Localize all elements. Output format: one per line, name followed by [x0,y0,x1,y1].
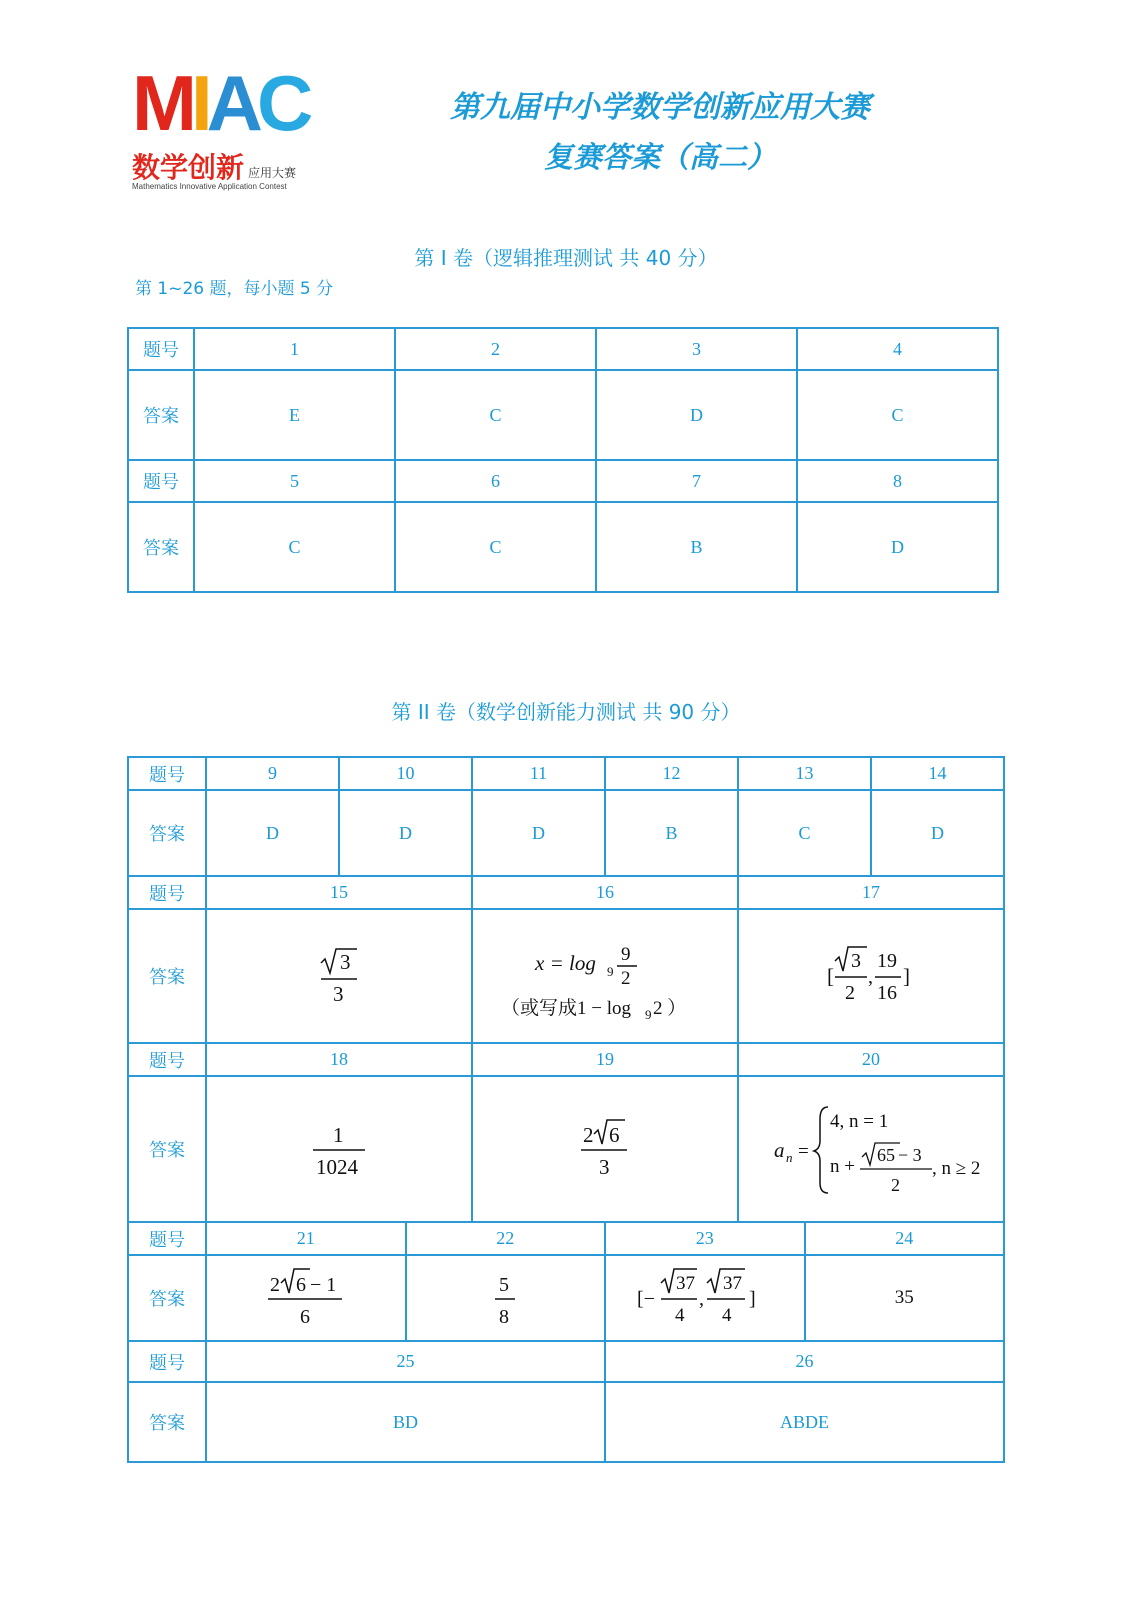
answer-cell: B [596,502,797,592]
formula-q21 [256,1263,356,1333]
answer-q24: 35 [805,1255,1005,1341]
table-row [128,1341,1004,1382]
svg-text:]: ] [748,1288,756,1310]
part1-answer-table [127,327,999,593]
answer-q18 [206,1076,472,1222]
svg-text:,: , [698,1288,704,1310]
table-row [128,1255,1004,1341]
svg-text:2: 2 [583,1123,594,1147]
svg-text:,: , [868,966,873,988]
svg-text:2: 2 [621,968,631,989]
label-answer: 答案 [128,370,194,460]
svg-text:[: [ [827,964,834,988]
answer-q16 [472,909,738,1043]
answer-cell: B [605,790,738,876]
table-row [128,909,1004,1043]
answer-q21 [206,1255,406,1341]
answer-q19 [472,1076,738,1222]
answer-cell: D [871,790,1004,876]
svg-text:4: 4 [721,1305,732,1326]
svg-text:3: 3 [340,950,351,974]
svg-text:16: 16 [877,982,897,1004]
formula-q17 [821,941,921,1011]
answer-q22 [406,1255,606,1341]
svg-text:a: a [774,1138,785,1162]
svg-text:2 ）: 2 ） [653,998,687,1019]
question-number: 18 [206,1043,472,1076]
answer-q23 [605,1255,805,1341]
table-row [128,876,1004,909]
answer-cell: C [194,502,395,592]
svg-text:− 3: − 3 [898,1145,922,1165]
table-row [128,1222,1004,1255]
question-number: 16 [472,876,738,909]
question-number: 25 [206,1341,605,1382]
answer-cell: C [395,370,596,460]
svg-text:9: 9 [621,944,631,965]
svg-text:[−: [− [636,1288,655,1310]
question-number: 21 [206,1222,406,1255]
page-title: 第九届中小学数学创新应用大赛 [450,90,870,125]
question-number: 15 [206,876,472,909]
question-number: 20 [738,1043,1004,1076]
svg-text:n: n [786,1150,793,1165]
question-number: 4 [797,328,998,370]
question-number: 7 [596,460,797,502]
question-number: 26 [605,1341,1004,1382]
svg-text:65: 65 [877,1145,895,1165]
question-number: 24 [805,1222,1005,1255]
question-number: 13 [738,757,871,790]
svg-text:9: 9 [607,964,614,979]
svg-text:9: 9 [645,1007,652,1022]
svg-text:]: ] [903,964,910,988]
answer-cell: C [738,790,871,876]
svg-text:8: 8 [499,1306,510,1328]
question-number: 3 [596,328,797,370]
label-answer: 答案 [128,1382,206,1462]
svg-text:3: 3 [333,982,344,1006]
formula-q23 [635,1263,775,1333]
svg-text:, n ≥ 2: , n ≥ 2 [932,1158,981,1179]
question-number: 19 [472,1043,738,1076]
svg-text:2: 2 [269,1274,280,1296]
question-number: 22 [406,1222,606,1255]
answer-cell: E [194,370,395,460]
question-number: 17 [738,876,1004,909]
answer-cell: BD [206,1382,605,1462]
logo [132,59,312,194]
label-answer: 答案 [128,1076,206,1222]
label-answer: 答案 [128,1255,206,1341]
svg-text:3: 3 [851,950,861,972]
svg-text:6: 6 [295,1274,306,1296]
formula-q16 [495,926,715,1026]
svg-text:4, n = 1: 4, n = 1 [830,1111,889,1132]
label-answer: 答案 [128,790,206,876]
answer-cell: D [472,790,605,876]
answer-q17 [738,909,1004,1043]
question-number: 1 [194,328,395,370]
question-number: 5 [194,460,395,502]
label-question-number: 题号 [128,1341,206,1382]
formula-q15 [309,941,369,1011]
formula-q22 [485,1263,525,1333]
svg-text:19: 19 [877,950,897,972]
svg-text:37: 37 [675,1273,695,1294]
question-number: 14 [871,757,1004,790]
svg-text:6: 6 [609,1123,620,1147]
table-row [128,328,998,370]
table-row [128,1076,1004,1222]
label-question-number: 题号 [128,757,206,790]
table-row [128,502,998,592]
formula-q20 [756,1099,986,1199]
page-subtitle: 复赛答案（高二） [543,140,776,174]
svg-text:4: 4 [674,1305,685,1326]
label-question-number: 题号 [128,1043,206,1076]
label-answer: 答案 [128,502,194,592]
logo-english: Mathematics Innovative Application Contest [132,182,287,191]
part1-heading: 第 I 卷（逻辑推理测试 共 40 分） [414,246,718,270]
answer-cell: C [395,502,596,592]
question-number: 6 [395,460,596,502]
answer-q20 [738,1076,1004,1222]
part2-answer-table [127,756,1005,1463]
svg-text:5: 5 [499,1274,510,1296]
svg-text:3: 3 [599,1155,610,1179]
svg-text:6: 6 [299,1306,310,1328]
label-question-number: 题号 [128,460,194,502]
answer-cell: D [797,502,998,592]
question-number: 12 [605,757,738,790]
label-question-number: 题号 [128,876,206,909]
label-question-number: 题号 [128,328,194,370]
svg-text:37: 37 [722,1273,742,1294]
part1-note: 第 1~26 题，每小题 5 分 [135,279,334,299]
svg-text:=: = [798,1141,809,1162]
svg-text:2: 2 [891,1175,900,1195]
table-row [128,370,998,460]
logo-chinese: 数学创新 应用大赛 [132,151,297,184]
svg-text:− 1: − 1 [309,1274,337,1296]
answer-cell: C [797,370,998,460]
answer-cell: D [339,790,472,876]
answer-cell: ABDE [605,1382,1004,1462]
question-number: 2 [395,328,596,370]
logo-letters: MIAC [132,59,308,147]
svg-text:2: 2 [845,982,855,1004]
table-row [128,460,998,502]
formula-q18 [299,1114,379,1184]
answer-cell: D [596,370,797,460]
question-number: 23 [605,1222,805,1255]
answer-cell: D [206,790,339,876]
svg-text:1024: 1024 [316,1155,358,1179]
question-number: 11 [472,757,605,790]
svg-text:（或写成1 − log: （或写成1 − log [501,998,631,1019]
svg-text:1: 1 [333,1123,344,1147]
label-answer: 答案 [128,909,206,1043]
table-row [128,790,1004,876]
question-number: 10 [339,757,472,790]
part2-heading: 第 II 卷（数学创新能力测试 共 90 分） [391,700,741,724]
svg-text:n +: n + [830,1156,855,1177]
question-number: 8 [797,460,998,502]
table-row [128,757,1004,790]
answer-q15 [206,909,472,1043]
question-number: 9 [206,757,339,790]
table-row [128,1382,1004,1462]
svg-text:x = log: x = log [535,951,596,975]
table-row [128,1043,1004,1076]
formula-q19 [565,1114,645,1184]
label-question-number: 题号 [128,1222,206,1255]
